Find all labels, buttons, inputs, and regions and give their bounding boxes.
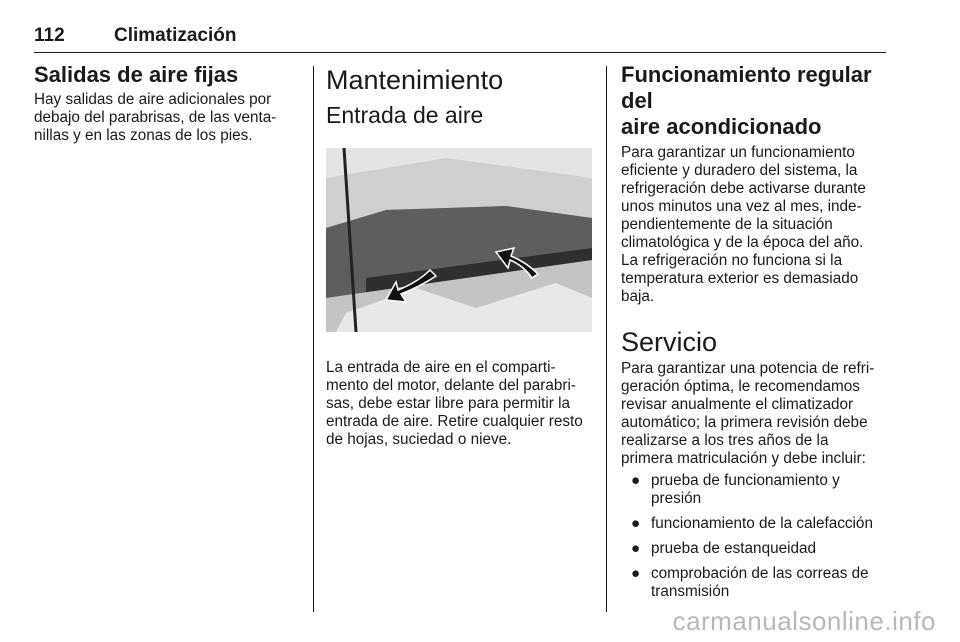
text-line: de hojas, suciedad o nieve. [326,431,512,448]
text-line: primera matriculación y debe incluir: [621,450,866,467]
title-line: aire acondicionado [621,114,822,139]
paragraph [34,91,296,145]
text-line: geración óptima, le recomendamos [621,378,860,395]
chapter-title: Climatización [114,25,237,46]
list-item [621,472,889,508]
text-line: entrada de aire. Retire cualquier resto [326,413,583,430]
item-line: prueba de funcionamiento y [651,472,840,489]
text-line: temperatura exterior es demasiado [621,270,859,287]
item-line: comprobación de las correas de [651,565,869,582]
bullet-icon: ● [631,540,641,557]
title-line: Funcionamiento regular del [621,62,872,113]
text-line: nillas y en las zonas de los pies. [34,127,253,144]
page-number: 112 [34,25,65,46]
service-checklist [621,472,889,601]
column-divider [313,66,314,612]
column-fixed-vents [34,62,296,145]
section-title: Salidas de aire fijas [34,62,239,87]
text-line: automático; la primera revisión debe [621,414,868,431]
text-line: Para garantizar una potencia de refri- [621,360,875,377]
column-maintenance [326,62,592,449]
text-line: climatológica y de la época del año. [621,234,864,251]
text-line: revisar anualmente el climatizador [621,396,854,413]
text-line: Para garantizar un funcionamiento [621,144,855,161]
text-line: unos minutos una vez al mes, inde- [621,198,862,215]
subsection-title: Entrada de aire [326,102,484,128]
text-line: realizarse a los tres años de la [621,432,829,449]
watermark: carmanualsonline.info [672,606,936,636]
service-title: Servicio [621,327,718,357]
text-line: eficiente y duradero del sistema, la [621,162,858,179]
item-line: funcionamiento de la calefacción [651,515,873,532]
item-line: transmisión [651,583,730,600]
paragraph [621,144,889,306]
page-header [34,22,886,53]
text-line: baja. [621,288,655,305]
paragraph [326,359,592,449]
text-line: debajo del parabrisas, de las venta- [34,109,277,126]
bullet-icon: ● [631,515,641,532]
paragraph [621,360,889,468]
column-divider [606,66,607,612]
section-title: Mantenimiento [326,65,504,95]
column-ac-operation [621,62,889,608]
text-line: La entrada de aire en el comparti- [326,359,556,376]
air-inlet-illustration [326,148,592,332]
text-line: refrigeración debe activarse durante [621,180,866,197]
section-title [621,62,889,140]
item-line: prueba de estanqueidad [651,540,817,557]
list-item [621,565,889,601]
list-item [621,515,889,533]
text-line: sas, debe estar libre para permitir la [326,395,571,412]
bullet-icon: ● [631,565,641,582]
text-line: mento del motor, delante del parabri- [326,377,576,394]
list-item [621,540,889,558]
bullet-icon: ● [631,472,641,489]
item-line: presión [651,490,702,507]
text-line: pendientemente de la situación [621,216,833,233]
text-line: Hay salidas de aire adicionales por [34,91,272,108]
text-line: La refrigeración no funciona si la [621,252,843,269]
